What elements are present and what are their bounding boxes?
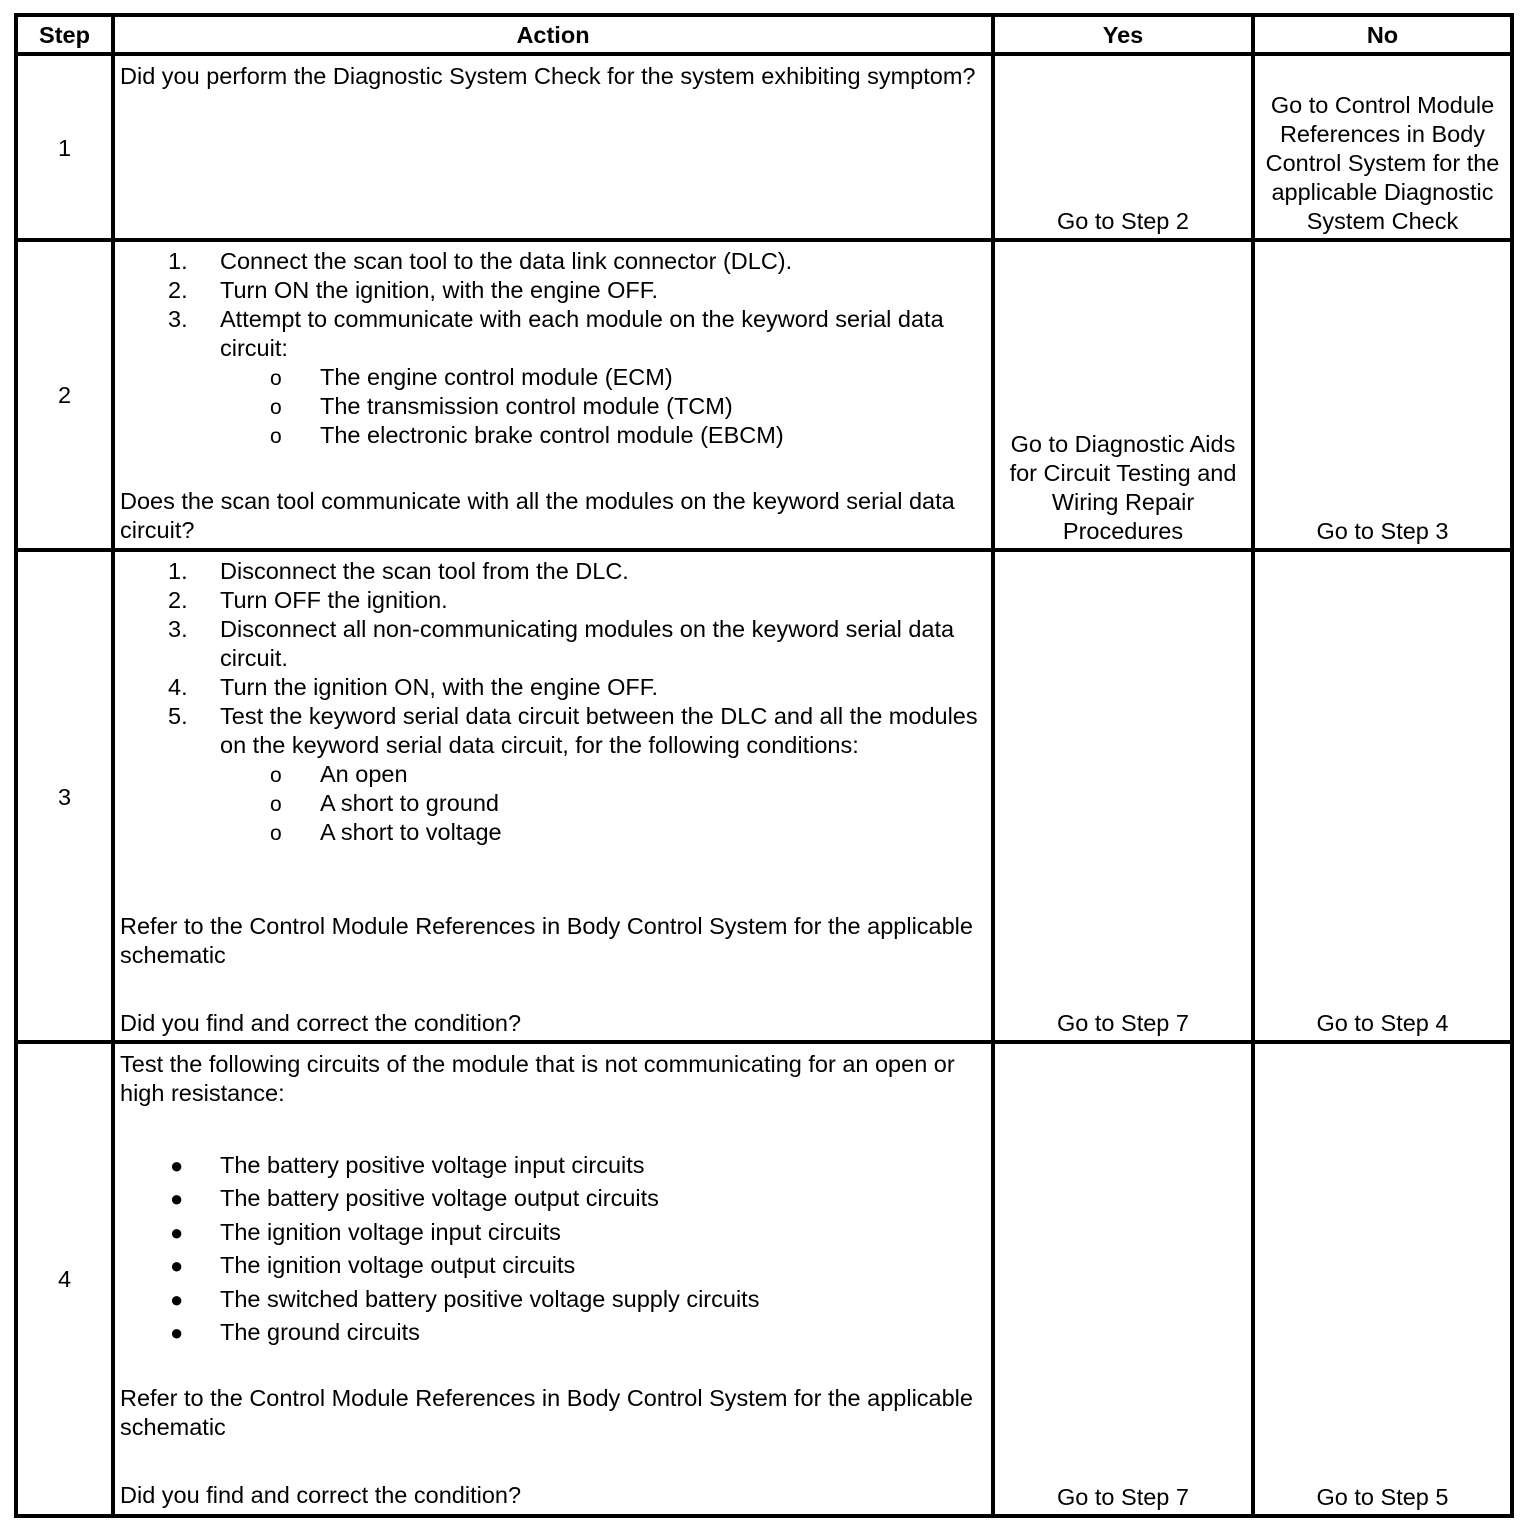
item-number: 3.: [168, 306, 188, 332]
circle-bullet-icon: o: [270, 425, 282, 448]
yes-text: Go to Step 7: [1057, 1010, 1189, 1036]
no-text: Go to Control Module References in Body Control System for the applicable Diagnostic System Check: [1265, 92, 1500, 234]
sub-item: o A short to voltage: [120, 818, 986, 847]
refer-text: Refer to the Control Module References in Body Control System for the applicable schematic: [120, 913, 973, 968]
sub-item: o An open: [120, 760, 986, 789]
list-item: [120, 615, 986, 673]
action-cell: [116, 62, 990, 91]
list-item: ● The ignition voltage input circuits: [120, 1216, 986, 1249]
no-cell: [1255, 242, 1510, 548]
list-item: [120, 702, 986, 847]
circle-bullet-icon: o: [270, 367, 282, 390]
item-number: 2.: [168, 587, 188, 613]
sub-item: o The transmission control module (TCM): [120, 392, 986, 421]
bullet-icon: ●: [170, 1286, 184, 1312]
sub-item: o A short to ground: [120, 789, 986, 818]
action-cell: [116, 247, 990, 450]
sub-item: o The engine control module (ECM): [120, 363, 986, 392]
bullet-icon: ●: [170, 1153, 184, 1178]
yes-cell: [995, 56, 1251, 238]
sub-item: o The electronic brake control module (EBCM): [120, 421, 986, 450]
circle-bullet-icon: o: [270, 764, 282, 787]
step-number: 3: [57, 784, 72, 810]
item-text: Disconnect all non-communicating modules on the keyword serial data circuit.: [220, 616, 955, 671]
yes-text: Go to Step 2: [1057, 208, 1189, 234]
bullet-icon: ●: [170, 1253, 184, 1279]
item-text: Test the keyword serial data circuit between the DLC and all the modules on the keyword serial data circuit, for the following conditions:: [220, 703, 978, 758]
item-text: Turn OFF the ignition.: [220, 587, 448, 613]
yes-cell: [995, 552, 1251, 1040]
question-cell: [116, 487, 990, 545]
list-item: [120, 586, 986, 615]
item-number: 5.: [168, 703, 188, 729]
list-item: [120, 673, 986, 702]
list-item: [120, 247, 986, 276]
action-cell: [116, 557, 990, 847]
list-item: [120, 557, 986, 586]
list-item: ● The battery positive voltage output circuits: [120, 1182, 986, 1215]
list-item: ● The switched battery positive voltage supply circuits: [120, 1283, 986, 1316]
no-text: Go to Step 4: [1316, 1010, 1449, 1036]
header-no: No: [1366, 22, 1399, 48]
numbered-list: [120, 557, 986, 847]
header-yes: Yes: [1102, 22, 1144, 48]
no-cell: [1255, 1044, 1510, 1514]
bullet-icon: ●: [170, 1186, 184, 1212]
refer-cell: [116, 912, 990, 970]
circle-bullet-icon: o: [270, 822, 282, 845]
list-item: ● The ignition voltage output circuits: [120, 1249, 986, 1282]
no-cell: [1255, 56, 1510, 238]
circle-bullet-icon: o: [270, 396, 282, 419]
bullet-list: [120, 1149, 986, 1349]
item-text: Connect the scan tool to the data link connector (DLC).: [220, 248, 793, 274]
list-item: [120, 276, 986, 305]
no-text: Go to Step 3: [1316, 518, 1449, 544]
item-text: Disconnect the scan tool from the DLC.: [220, 558, 629, 584]
item-text: Turn the ignition ON, with the engine OFF.: [220, 674, 659, 700]
step-number: 1: [57, 135, 72, 161]
item-number: 2.: [168, 277, 188, 303]
list-item: [120, 305, 986, 450]
item-number: 1.: [168, 248, 188, 274]
bullet-list-cell: [116, 1149, 990, 1349]
yes-text: Go to Step 7: [1057, 1484, 1189, 1510]
bullet-icon: ●: [170, 1319, 184, 1345]
item-number: 4.: [168, 674, 188, 700]
numbered-list: [120, 247, 986, 450]
yes-cell: [995, 1044, 1251, 1514]
item-number: 3.: [168, 616, 188, 642]
action-text: Did you perform the Diagnostic System Check for the system exhibiting symptom?: [120, 63, 976, 89]
action-cell: [116, 1050, 990, 1108]
no-cell: [1255, 552, 1510, 1040]
item-text: Attempt to communicate with each module on the keyword serial data circuit:: [220, 306, 944, 361]
yes-text: Go to Diagnostic Aids for Circuit Testing and Wiring Repair Procedures: [1009, 431, 1237, 544]
list-item: ● The ground circuits: [120, 1316, 986, 1349]
step-number: 4: [57, 1266, 72, 1292]
question-cell: [116, 1481, 990, 1510]
no-text: Go to Step 5: [1316, 1484, 1449, 1510]
step-number: 2: [57, 382, 72, 408]
bullet-icon: ●: [170, 1219, 184, 1245]
header-step: Step: [39, 22, 90, 48]
refer-cell: [116, 1384, 990, 1442]
refer-text: Refer to the Control Module References in Body Control System for the applicable schematic: [120, 1385, 973, 1440]
list-item: ● The battery positive voltage input circuits: [120, 1149, 986, 1182]
item-number: 1.: [168, 558, 188, 584]
yes-cell: [995, 242, 1251, 548]
header-action: Action: [516, 22, 590, 48]
question-text: Does the scan tool communicate with all the modules on the keyword serial data circuit?: [120, 488, 955, 543]
question-text: Did you find and correct the condition?: [120, 1010, 522, 1036]
action-text: Test the following circuits of the module that is not communicating for an open or high resistance:: [120, 1051, 955, 1106]
question-text: Did you find and correct the condition?: [120, 1482, 522, 1508]
question-cell: [116, 1009, 990, 1038]
circle-bullet-icon: o: [270, 793, 282, 816]
sub-list: [220, 760, 986, 847]
item-text: Turn ON the ignition, with the engine OFF.: [220, 277, 659, 303]
sub-list: [220, 363, 986, 450]
